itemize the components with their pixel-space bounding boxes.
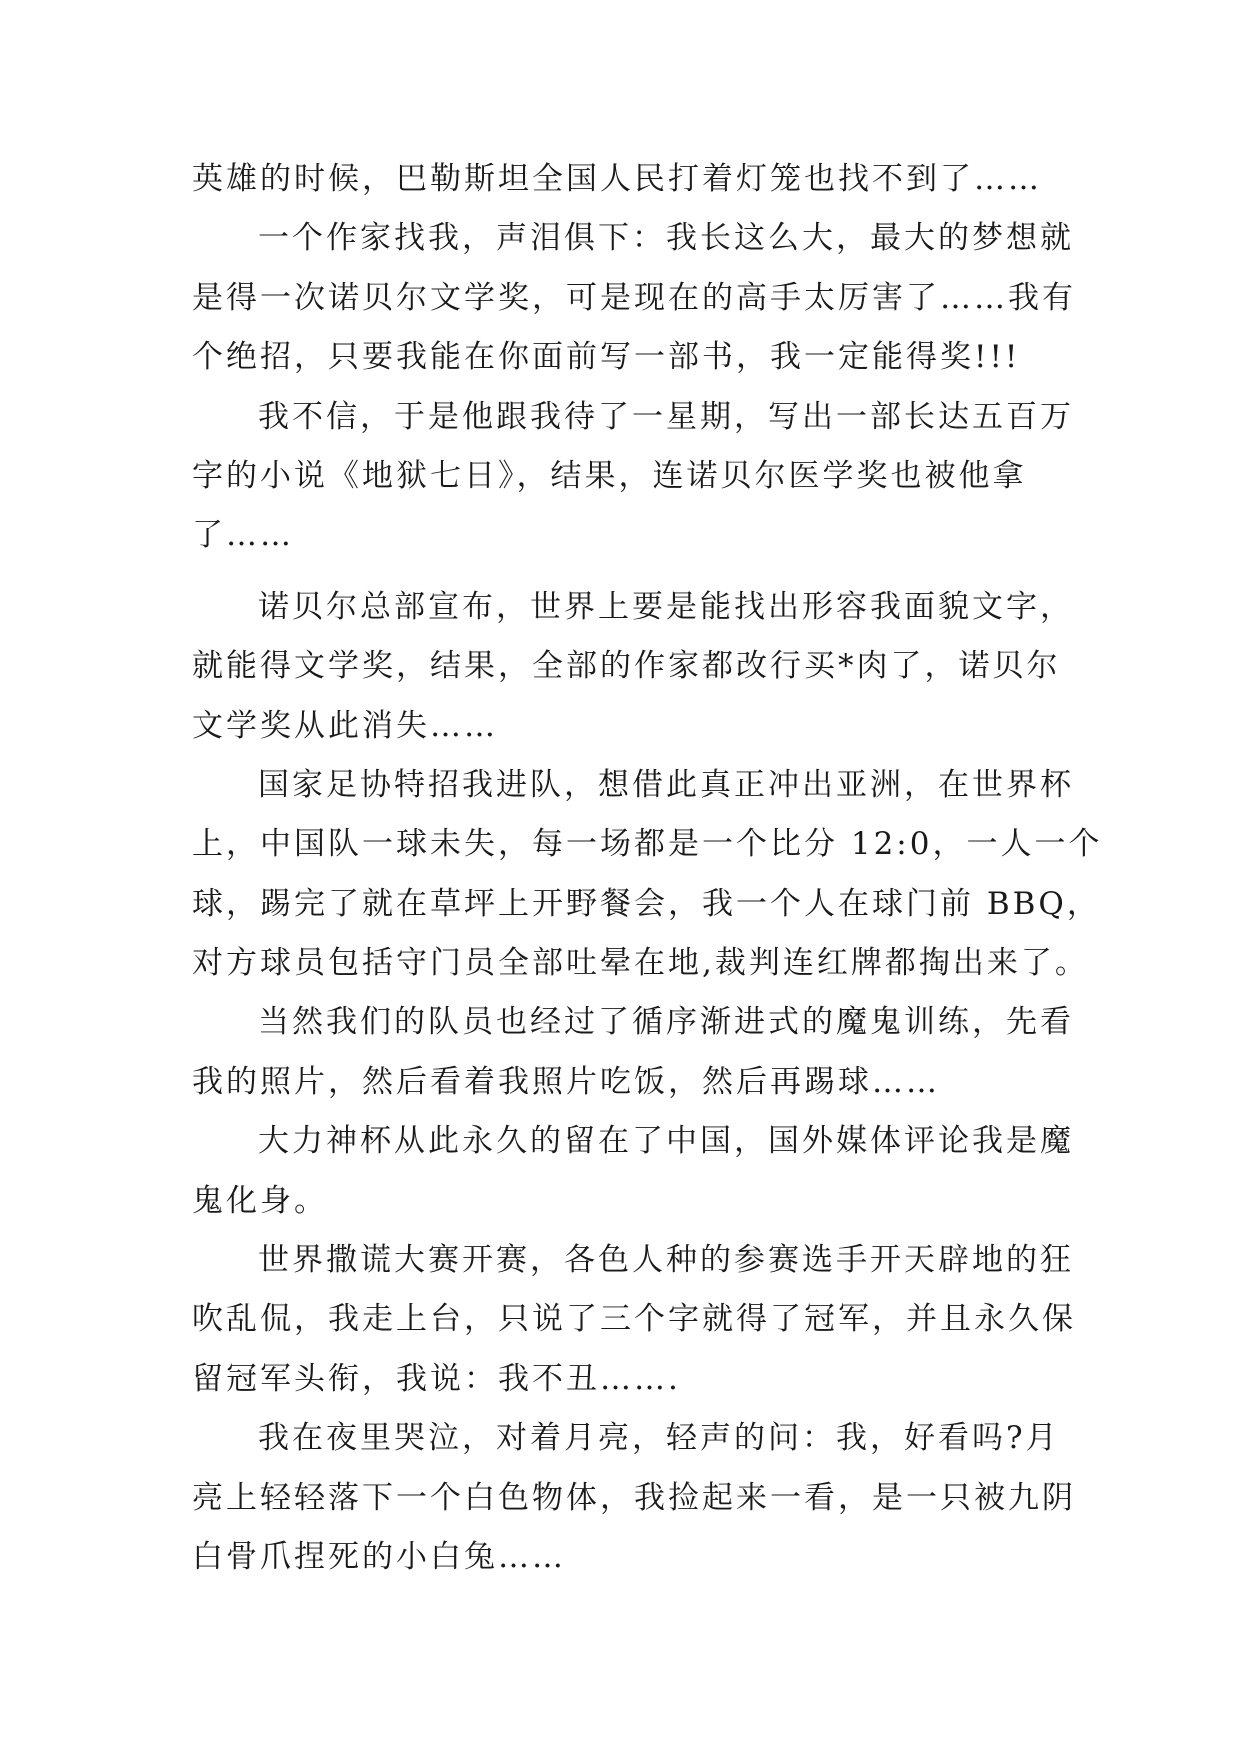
text-line: 诺贝尔总部宣布，世界上要是能找出形容我面貌文字， — [258, 588, 1074, 625]
body-text — [192, 150, 1103, 1587]
text-line: 个绝招，只要我能在你面前写一部书，我一定能得奖!!! — [192, 339, 1021, 376]
text-line: 文学奖从此消失…… — [192, 707, 498, 744]
text-line: 就能得文学奖，结果，全部的作家都改行买*肉了，诺贝尔 — [192, 648, 1061, 685]
text-line: 我不信，于是他跟我待了一星期，写出一部长达五百万 — [258, 398, 1074, 435]
text-line: 球，踢完了就在草坪上开野餐会，我一个人在球门前 BBQ， — [192, 885, 1101, 922]
text-line: 亮上轻轻落下一个白色物体，我捡起来一看，是一只被九阴 — [192, 1479, 1076, 1516]
text-line: 英雄的时候，巴勒斯坦全国人民打着灯笼也找不到了…… — [192, 161, 1042, 197]
text-line: 上，中国队一球未失，每一场都是一个比分 12:0，一人一个 — [192, 826, 1103, 863]
text-line: 是得一次诺贝尔文学奖，可是现在的高手太厉害了……我有 — [192, 279, 1076, 316]
text-line: 世界撒谎大赛开赛，各色人种的参赛选手开天辟地的狂 — [258, 1242, 1074, 1279]
text-line: 一个作家找我，声泪俱下：我长这么大，最大的梦想就 — [258, 220, 1074, 257]
text-line: 我的照片，然后看着我照片吃饭，然后再踢球…… — [192, 1063, 940, 1100]
text-line: 对方球员包括守门员全部吐晕在地,裁判连红牌都掏出来了。 — [192, 945, 1089, 982]
text-line: 当然我们的队员也经过了循序渐进式的魔鬼训练，先看 — [258, 1004, 1074, 1041]
text-line: 留冠军头衔，我说：我不丑……. — [192, 1360, 681, 1397]
text-line: 大力神杯从此永久的留在了中国，国外媒体评论我是魔 — [258, 1123, 1074, 1160]
text-line: 白骨爪捏死的小白兔…… — [192, 1538, 566, 1575]
text-line: 吹乱侃，我走上台，只说了三个字就得了冠军，并且永久保 — [192, 1301, 1076, 1338]
text-line: 我在夜里哭泣，对着月亮，轻声的问：我，好看吗?月 — [258, 1420, 1060, 1457]
text-line: 鬼化身。 — [192, 1182, 328, 1219]
text-line: 字的小说《地狱七日》，结果，连诺贝尔医学奖也被他拿 — [192, 457, 1027, 494]
text-line: 国家足协特招我进队，想借此真正冲出亚洲，在世界杯 — [258, 766, 1074, 803]
text-line: 了…… — [192, 517, 294, 554]
